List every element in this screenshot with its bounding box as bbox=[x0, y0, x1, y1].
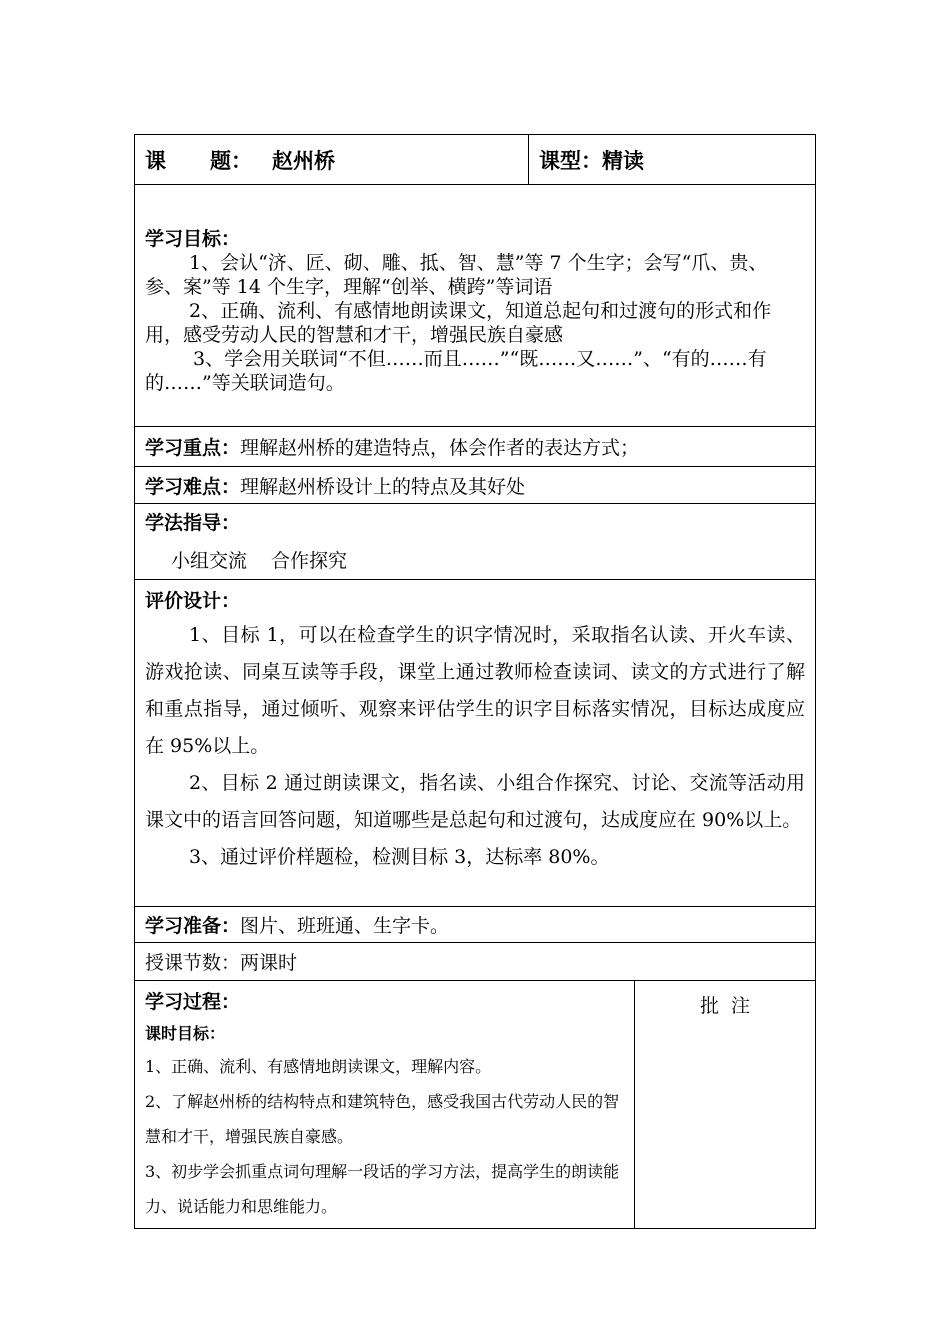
goal-item-2: 2、正确、流利、有感情地朗读课文，知道总起句和过渡句的形式和作用，感受劳动人民的智慧和才干，增强民族自豪感 bbox=[145, 300, 772, 346]
method-value-b: 合作探究 bbox=[271, 550, 348, 572]
type-value: 精读 bbox=[602, 148, 644, 173]
focus-value: 理解赵州桥的建造特点，体会作者的表达方式； bbox=[240, 437, 640, 459]
process-row bbox=[135, 981, 815, 1228]
notes-cell bbox=[635, 981, 815, 1228]
header-row bbox=[135, 135, 815, 185]
goal-item-3: 3、学会用关联词“不但……而且……”“既……又……”、“有的……有的……”等关联词造句。 bbox=[145, 348, 767, 394]
preparation-label: 学习准备： bbox=[145, 915, 241, 937]
method-row bbox=[135, 504, 815, 580]
periods-label: 授课节数： bbox=[145, 952, 241, 974]
type-label: 课型： bbox=[539, 148, 602, 173]
method-label: 学法指导： bbox=[145, 512, 241, 534]
period-goal-1: 1、正确、流利、有感情地朗读课文，理解内容。 bbox=[145, 1057, 492, 1076]
difficulty-label: 学习难点： bbox=[145, 475, 241, 498]
preparation-row bbox=[135, 907, 815, 943]
goals-row bbox=[135, 185, 815, 427]
goal-item-1: 1、会认“济、匠、砌、雕、抵、智、慧”等 7 个生字；会写“爪、贵、参、案”等 14 个生字，理解“创举、横跨”等词语 bbox=[145, 252, 768, 298]
topic-label-a: 课 bbox=[145, 148, 166, 173]
focus-row bbox=[135, 427, 815, 467]
period-goal-2: 2、了解赵州桥的结构特点和建筑特色，感受我国古代劳动人民的智慧和才干，增强民族自豪感。 bbox=[145, 1092, 620, 1146]
evaluation-row bbox=[135, 580, 815, 907]
process-cell bbox=[135, 981, 635, 1228]
topic-label-b: 题： bbox=[210, 148, 252, 173]
method-value-a: 小组交流 bbox=[171, 550, 248, 572]
goals-label: 学习目标： bbox=[145, 228, 241, 250]
difficulty-row bbox=[135, 467, 815, 504]
evaluation-item-3: 3、通过评价样题检，检测目标 3，达标率 80%。 bbox=[189, 846, 610, 868]
type-cell bbox=[529, 135, 815, 184]
periods-value: 两课时 bbox=[240, 952, 298, 974]
topic-value: 赵州桥 bbox=[272, 148, 335, 173]
evaluation-label: 评价设计： bbox=[145, 590, 241, 612]
evaluation-item-2: 2、目标 2 通过朗读课文，指名读、小组合作探究、讨论、交流等活动用课文中的语言回答问题，知道哪些是总起句和过渡句，达成度应在 90%以上。 bbox=[145, 772, 805, 831]
topic-cell bbox=[135, 135, 529, 184]
notes-label: 批 注 bbox=[699, 995, 751, 1017]
difficulty-value: 理解赵州桥设计上的特点及其好处 bbox=[240, 475, 526, 498]
period-goals-label: 课时目标： bbox=[145, 1024, 226, 1043]
evaluation-item-1: 1、目标 1，可以在检查学生的识字情况时，采取指名认读、开火车读、游戏抢读、同桌互读等手段，课堂上通过教师检查读词、读文的方式进行了解和重点指导，通过倾听、观察来评估学生的识字目标落实情况，目标达成度应在 95%以上。 bbox=[145, 624, 805, 757]
process-label: 学习过程： bbox=[145, 991, 241, 1013]
periods-row bbox=[135, 943, 815, 981]
lesson-plan-table bbox=[134, 134, 816, 1229]
preparation-value: 图片、班班通、生字卡。 bbox=[240, 915, 450, 937]
period-goal-3: 3、初步学会抓重点词句理解一段话的学习方法，提高学生的朗读能力、说话能力和思维能力。 bbox=[145, 1162, 620, 1216]
focus-label: 学习重点： bbox=[145, 437, 241, 459]
